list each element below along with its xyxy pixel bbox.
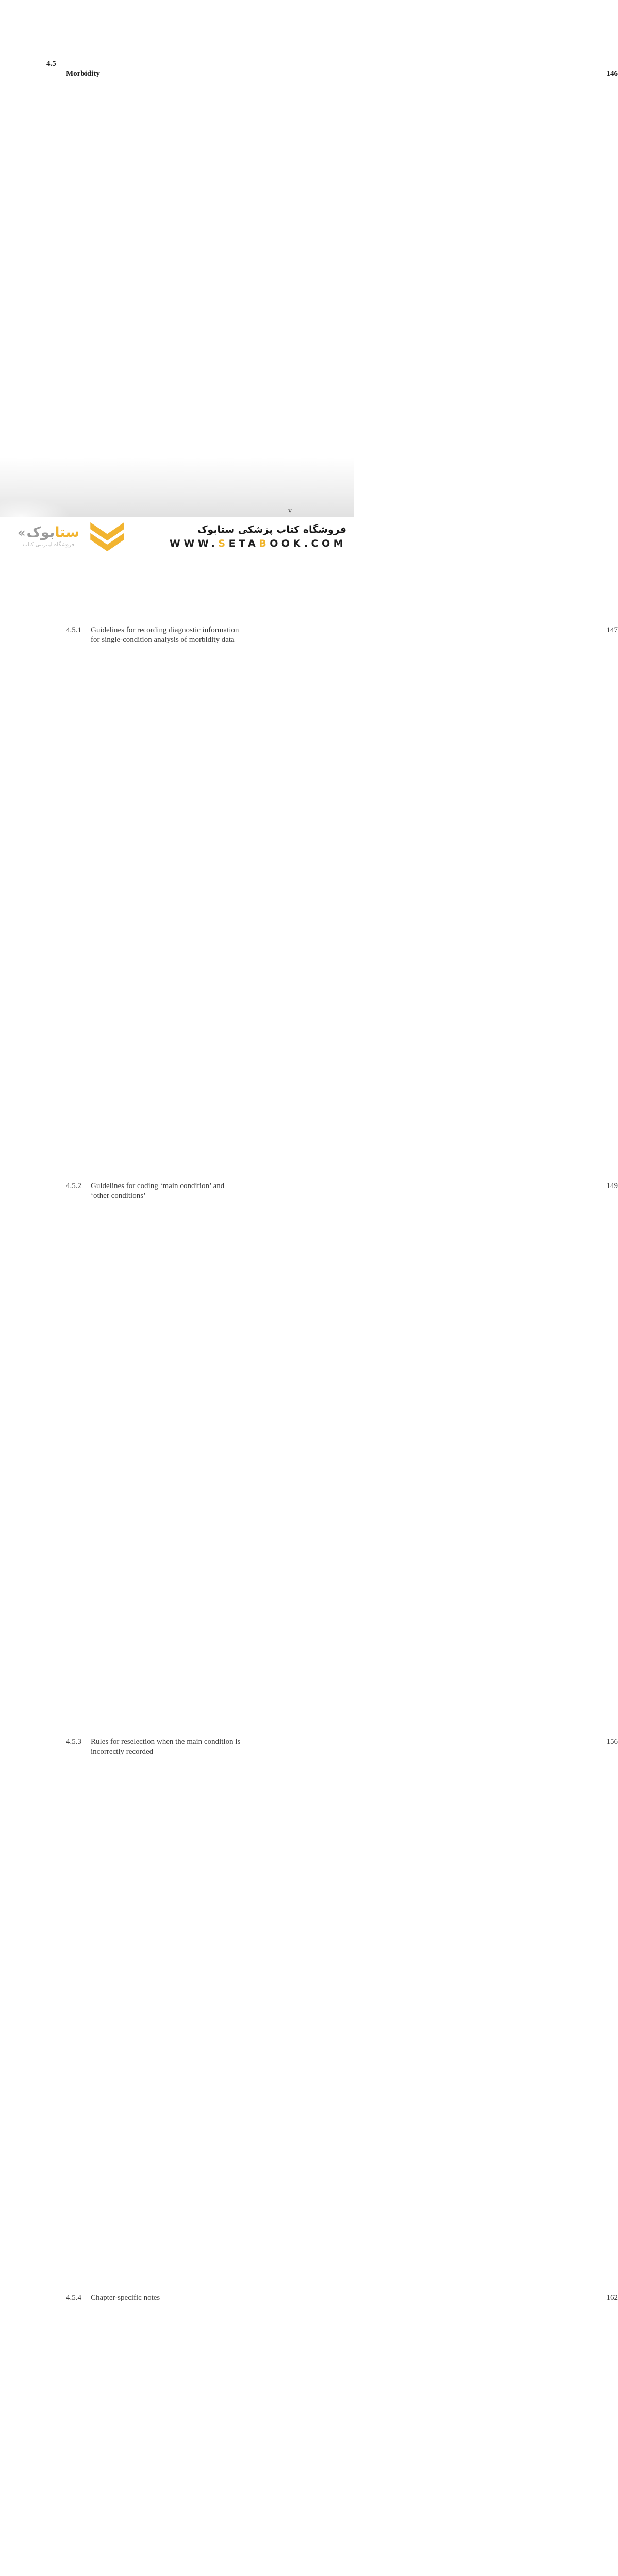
toc-entry-page: 146 [264,69,618,625]
toc-entry-number [66,59,91,69]
toc-entry-title: Chapter-specific notes [91,2294,160,2302]
toc-entry-page: 162 [264,2293,618,2576]
toc-entry-number [46,1737,66,2293]
toc-entry-title: Morbidity [66,70,100,78]
toc-entry [26,1181,618,1737]
store-url-segment: WWW. [169,537,219,549]
toc-entry-number: 4.5.4 [66,2294,81,2302]
toc-entry-number [26,625,46,1181]
toc-entry [26,625,618,1181]
store-url [170,537,346,550]
store-url-segment: B [259,537,270,549]
toc-entry-number [26,59,46,69]
setabook-wordmark [18,525,79,540]
toc-entry-number [46,1181,66,1737]
store-url-segment: ETA [228,537,259,549]
store-name-fa: فروشگاه کتاب پزشکی ستابوک [197,523,346,535]
store-info [170,523,346,550]
store-url-segment: OOK.COM [270,537,346,549]
toc-entry-number [46,625,66,1181]
toc-entry-title: Guidelines for coding ‘main condition’ and ‘other conditions’ [91,1182,225,1200]
store-url-segment: S [218,537,229,549]
toc-entry-number [46,2293,66,2576]
toc-entry [26,2293,618,2576]
wordmark-letters: ستابوک [26,524,79,540]
toc-entry-number: 4.5 [46,60,56,68]
page-number: v [288,507,292,515]
setabook-logo [18,521,124,551]
toc-entry-number [26,2293,46,2576]
toc-entry-title: Rules for reselection when the main condition is incorrectly recorded [91,1738,241,1756]
toc-entry-number: 4.5.2 [66,1182,81,1190]
double-chevron-down-icon [90,521,124,551]
toc-entry-page: 147 [264,625,618,1181]
logo-tagline: فروشگاه اینترنتی کتاب [23,541,74,548]
toc-entry-number: 4.5.3 [66,1738,81,1746]
guillemet-mark: « [18,526,26,540]
toc-entry-page: 149 [264,1181,618,1737]
page-bottom-shade [0,457,354,517]
toc-entry [26,1737,618,2293]
store-footer [0,517,354,556]
setabook-logo-text [18,525,79,548]
toc-entry-number: 4.5.1 [66,626,81,634]
toc-entry-number [26,1737,46,2293]
toc-entry-number [26,1181,46,1737]
toc-entry-page: 156 [264,1737,618,2293]
toc-entry-title: Guidelines for recording diagnostic information for single-condition analysis of morbidity data [91,626,239,644]
